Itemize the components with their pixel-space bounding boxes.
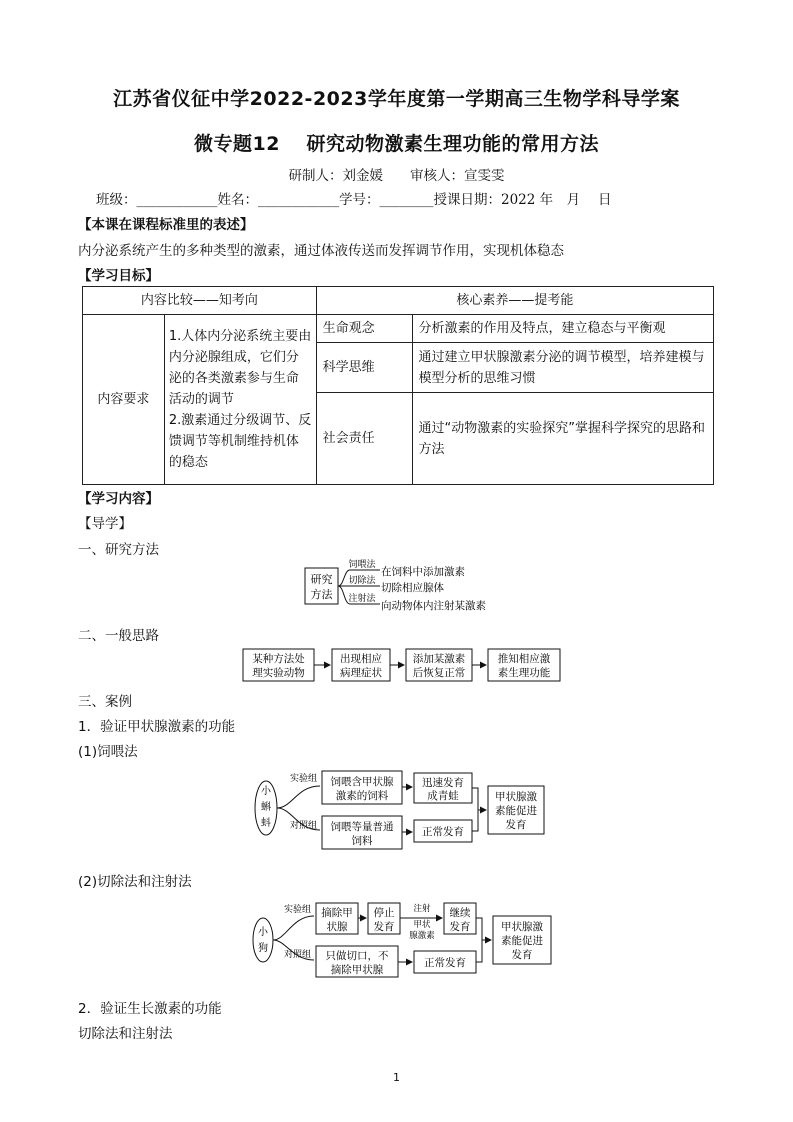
- feeding-exp-treat-2: 激素的饲料: [335, 790, 389, 802]
- section-thinking: 二、一般思路: [78, 628, 159, 644]
- method-injection: 注射法: [348, 594, 376, 604]
- page-title: 江苏省仪征中学2022-2023学年度第一学期高三生物学科导学案: [113, 88, 680, 110]
- surgery-exp-result-2: 发育: [373, 921, 395, 933]
- content-heading: 【学习内容】: [78, 491, 159, 507]
- method-feeding-desc: 在饲料中添加激素: [381, 566, 465, 578]
- feeding-conclusion-2: 素能促进: [495, 805, 537, 817]
- surgery-ctrl-result-text: 正常发育: [424, 957, 466, 969]
- tadpole-1: 小: [261, 786, 271, 797]
- literacy-name-2: 科学思维: [316, 343, 412, 393]
- flow-step-2-l1: 出现相应: [340, 653, 382, 665]
- standard-text: 内分泌系统产生的多种类型的激素，通过体液传送而发挥调节作用，实现机体稳态: [78, 243, 564, 259]
- section-cases: 三、案例: [78, 694, 132, 710]
- inject-label-2: 甲状: [413, 920, 431, 930]
- goals-requirements: [164, 315, 316, 485]
- surgery-ctrl-label: 对照组: [284, 950, 312, 960]
- surgery-exp-treat-2: 状腺: [326, 921, 348, 933]
- inject-label-3: 腺激素: [409, 931, 435, 941]
- literacy-desc-1: 分析激素的作用及特点，建立稳态与平衡观: [412, 315, 714, 343]
- surgery-exp-result-1: 停止: [373, 907, 395, 919]
- standard-heading: 【本课在课程标准里的表述】: [78, 217, 254, 233]
- flow-step-1-l1: 某种方法处: [252, 653, 305, 665]
- method-injection-desc: 向动物体内注射某激素: [381, 600, 486, 612]
- feeding-ctrl-treat-1: 饲喂等量普通: [330, 821, 394, 833]
- method-removal: 切除法: [348, 576, 376, 586]
- methods-center-1: 研究: [310, 573, 333, 586]
- section-methods: 一、研究方法: [78, 542, 159, 558]
- puppy-2: 狗: [258, 943, 268, 954]
- surgery-ctrl-treat-1: 只做切口，不: [325, 950, 389, 962]
- flow-step-2-l2: 病理症状: [340, 667, 382, 679]
- tadpole-3: 蚪: [261, 818, 271, 829]
- feeding-ctrl-label: 对照组: [290, 821, 318, 831]
- surgery-conclusion-1: 甲状腺激: [501, 921, 543, 933]
- page-subtitle: 微专题12 研究动物激素生理功能的常用方法: [193, 133, 600, 155]
- guide-heading: 【导学】: [78, 516, 132, 532]
- case-1-heading: 1．验证甲状腺激素的功能: [78, 719, 236, 735]
- goals-row-label: 内容要求: [83, 315, 165, 485]
- requirement-2: 2.激素通过分级调节、反馈调节等机制维持机体的稳态: [168, 413, 312, 470]
- flow-step-3-l1: 添加某激素: [412, 653, 466, 665]
- feeding-exp-result-2: 成青蛙: [427, 790, 459, 802]
- feeding-diagram: [252, 768, 582, 852]
- flow-step-3-l2: 后恢复正常: [412, 667, 466, 679]
- goals-col1-header: 内容比较——知考向: [83, 287, 317, 315]
- puppy-oval: [253, 918, 273, 962]
- case-2-heading: 2．验证生长激素的功能: [78, 1001, 222, 1017]
- goals-heading: 【学习目标】: [78, 268, 159, 284]
- feeding-conclusion-1: 甲状腺激: [495, 791, 537, 803]
- requirement-1: 1.人体内分泌系统主要由内分泌腺组成，它们分泌的各类激素参与生命活动的调节: [168, 329, 312, 407]
- surgery-exp-recover-1: 继续: [449, 907, 471, 919]
- method-removal-desc: 切除相应腺体: [381, 582, 444, 594]
- puppy-1: 小: [258, 927, 268, 938]
- surgery-conclusion-2: 素能促进: [501, 935, 543, 947]
- authors-line: 研制人：刘金媛 审核人：宣雯雯: [288, 168, 505, 184]
- literacy-name-3: 社会责任: [316, 393, 412, 485]
- inject-label-1: 注射: [413, 904, 431, 914]
- method-feeding: 饲喂法: [348, 560, 376, 570]
- flow-step-4-l2: 素生理功能: [497, 667, 551, 679]
- literacy-desc-3: 通过“动物激素的实验探究”掌握科学探究的思路和方法: [412, 393, 714, 485]
- surgery-exp-treat-1: 摘除甲: [321, 907, 353, 919]
- literacy-name-1: 生命观念: [316, 315, 412, 343]
- tadpole-2: 蝌: [261, 802, 271, 813]
- goals-table: [82, 286, 714, 485]
- surgery-ctrl-treat-2: 摘除甲状腺: [330, 964, 384, 976]
- feeding-ctrl-treat-2: 饲料: [351, 835, 373, 847]
- surgery-diagram: [250, 900, 575, 982]
- page-number: 1: [393, 1071, 400, 1084]
- literacy-desc-2: 通过建立甲状腺激素分泌的调节模型，培养建模与模型分析的思维习惯: [412, 343, 714, 393]
- feeding-exp-result-1: 迅速发育: [422, 777, 464, 789]
- case-1-feeding: (1)饲喂法: [78, 744, 138, 760]
- goals-col2-header: 核心素养——提考能: [316, 287, 713, 315]
- surgery-exp-label: 实验组: [284, 905, 312, 915]
- flow-step-4-l1: 推知相应激: [497, 653, 551, 665]
- feeding-ctrl-result-text: 正常发育: [422, 826, 464, 838]
- surgery-conclusion-3: 发育: [511, 949, 533, 961]
- class-info-line: 班级：____________姓名：____________学号：________授课日期：2022 年 月 日: [96, 192, 612, 208]
- case-1-surgery: (2)切除法和注射法: [78, 874, 192, 890]
- methods-center-2: 方法: [310, 588, 333, 601]
- case-2-method: 切除法和注射法: [78, 1026, 173, 1042]
- flow-step-1-l2: 理实验动物: [252, 667, 305, 679]
- feeding-exp-label: 实验组: [290, 774, 318, 784]
- surgery-exp-recover-2: 发育: [449, 921, 471, 933]
- methods-diagram: [300, 558, 520, 616]
- feeding-conclusion-3: 发育: [505, 819, 527, 831]
- thinking-flow: [240, 646, 565, 686]
- feeding-exp-treat-1: 饲喂含甲状腺: [330, 776, 394, 788]
